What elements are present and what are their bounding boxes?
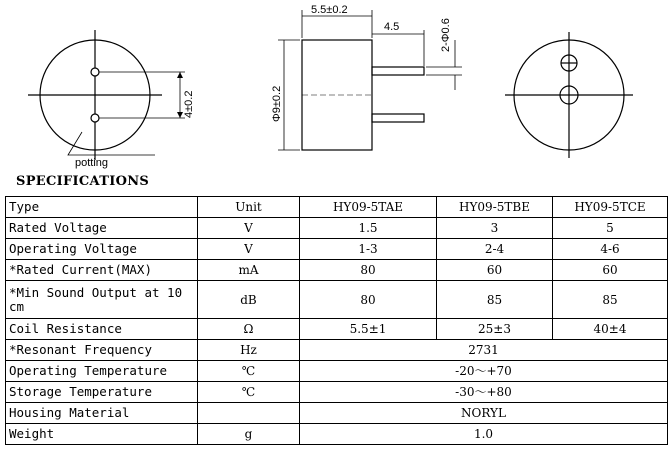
height-dimension: 5.5±0.2 bbox=[311, 4, 348, 16]
header-unit: Unit bbox=[198, 197, 300, 218]
row-unit: Ω bbox=[198, 319, 300, 340]
row-unit: g bbox=[198, 424, 300, 445]
pin-length-dimension: 4.5 bbox=[384, 21, 400, 33]
row-unit: V bbox=[198, 239, 300, 260]
row-value-merged: -20～+70 bbox=[300, 361, 668, 382]
row-value-c: 40±4 bbox=[553, 319, 668, 340]
row-unit: V bbox=[198, 218, 300, 239]
table-row bbox=[6, 281, 668, 319]
header-model-b: HY09-5TBE bbox=[437, 197, 553, 218]
row-value-b: 60 bbox=[437, 260, 553, 281]
row-value-b: 25±3 bbox=[437, 319, 553, 340]
row-unit: dB bbox=[198, 281, 300, 319]
row-value-c: 5 bbox=[553, 218, 668, 239]
row-value-c: 85 bbox=[553, 281, 668, 319]
bottom-view-drawing bbox=[28, 30, 185, 160]
header-model-c: HY09-5TCE bbox=[553, 197, 668, 218]
row-value-merged: 2731 bbox=[300, 340, 668, 361]
row-label: Rated Voltage bbox=[6, 218, 198, 239]
row-unit: ℃ bbox=[198, 382, 300, 403]
row-unit: ℃ bbox=[198, 361, 300, 382]
table-row bbox=[6, 218, 668, 239]
table-row bbox=[6, 319, 668, 340]
table-row bbox=[6, 424, 668, 445]
row-value-a: 1.5 bbox=[300, 218, 437, 239]
table-row bbox=[6, 260, 668, 281]
row-unit: mA bbox=[198, 260, 300, 281]
row-unit bbox=[198, 403, 300, 424]
pin-diameter-dimension: 2-Φ0.6 bbox=[440, 18, 452, 52]
row-label: Housing Material bbox=[6, 403, 198, 424]
row-value-c: 4-6 bbox=[553, 239, 668, 260]
row-label: *Resonant Frequency bbox=[6, 340, 198, 361]
specifications-table bbox=[5, 196, 668, 445]
row-value-c: 60 bbox=[553, 260, 668, 281]
header-model-a: HY09-5TAE bbox=[300, 197, 437, 218]
table-header-row bbox=[6, 197, 668, 218]
body-diameter-dimension: Φ9±0.2 bbox=[271, 85, 283, 122]
top-view-drawing bbox=[505, 32, 633, 158]
row-value-merged: -30～+80 bbox=[300, 382, 668, 403]
potting-label: potting bbox=[75, 157, 109, 169]
table-row bbox=[6, 361, 668, 382]
row-value-a: 5.5±1 bbox=[300, 319, 437, 340]
row-label: Storage Temperature bbox=[6, 382, 198, 403]
table-row bbox=[6, 239, 668, 260]
row-label: *Min Sound Output at 10 cm bbox=[6, 281, 198, 319]
row-label: Weight bbox=[6, 424, 198, 445]
row-value-a: 1-3 bbox=[300, 239, 437, 260]
mechanical-drawings bbox=[0, 0, 669, 172]
row-label: Operating Voltage bbox=[6, 239, 198, 260]
row-unit: Hz bbox=[198, 340, 300, 361]
row-label: Operating Temperature bbox=[6, 361, 198, 382]
row-value-a: 80 bbox=[300, 260, 437, 281]
row-label: Coil Resistance bbox=[6, 319, 198, 340]
table-row bbox=[6, 403, 668, 424]
row-value-a: 80 bbox=[300, 281, 437, 319]
pin-spacing-dimension: 4±0.2 bbox=[183, 90, 195, 118]
row-value-b: 85 bbox=[437, 281, 553, 319]
side-view-drawing bbox=[278, 10, 462, 150]
row-value-merged: NORYL bbox=[300, 403, 668, 424]
table-row bbox=[6, 340, 668, 361]
row-label: *Rated Current(MAX) bbox=[6, 260, 198, 281]
specifications-title: SPECIFICATIONS bbox=[16, 174, 150, 189]
row-value-merged: 1.0 bbox=[300, 424, 668, 445]
row-value-b: 3 bbox=[437, 218, 553, 239]
table-row bbox=[6, 382, 668, 403]
row-value-b: 2-4 bbox=[437, 239, 553, 260]
header-type: Type bbox=[6, 197, 198, 218]
